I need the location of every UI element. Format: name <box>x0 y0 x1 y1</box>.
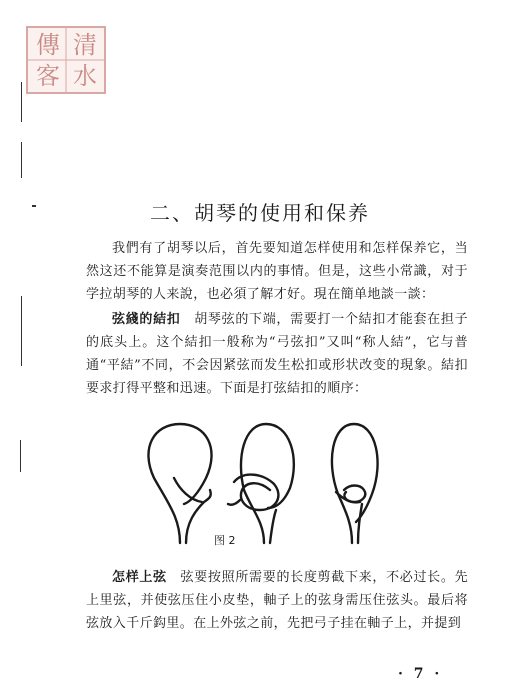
paragraph-heading: 弦綫的結扣 <box>112 312 181 327</box>
scan-edge-mark <box>32 205 36 207</box>
knot-paragraph <box>86 308 468 400</box>
paragraph-body: 弦要按照所需要的长度剪截下来，不必过长。先上里弦，并使弦压住小皮垫，軸子上的弦身需压住弦头。最后将弦放入千斤鈎里。在上外弦之前，先把弓子挂在軸子上，并提到 <box>86 570 468 631</box>
knot-diagram <box>140 418 400 550</box>
intro-paragraph: 我們有了胡琴以后，首先要知道怎样使用和怎样保养它，当然这还不能算是演奏范围以内的事情。但是，这些小常識，对于学拉胡琴的人来說，也必須了解才好。現在簡单地談一談： <box>86 241 468 302</box>
seal-char: 水 <box>73 62 97 90</box>
scan-edge-mark <box>21 82 22 122</box>
knot-step-2 <box>228 424 294 543</box>
page-number: · 7 · <box>398 666 443 682</box>
paragraph-body: 胡琴弦的下端，需要打一个結扣才能套在担子的底头上。这个結扣一般称为“弓弦扣”又叫“称人結”，它与普通“平結”不同，不会因紧弦而发生松扣或形状改变的現象。結扣要求打得平整和迅速。下面是打弦結扣的順序： <box>86 312 468 396</box>
scan-edge-mark <box>20 440 21 472</box>
seal-char: 傳 <box>36 31 60 59</box>
figure-caption: 图 2 <box>214 534 236 547</box>
stringing-paragraph <box>86 566 468 635</box>
library-seal-stamp <box>26 26 106 94</box>
seal-char: 清 <box>73 31 97 59</box>
seal-char: 客 <box>36 62 60 90</box>
knot-step-1 <box>148 424 211 543</box>
knot-step-3 <box>332 424 378 543</box>
paragraph-heading: 怎样上弦 <box>112 570 167 585</box>
scan-edge-mark <box>21 296 22 366</box>
section-title: 二、胡琴的使用和保养 <box>150 201 370 225</box>
scan-edge-mark <box>21 142 22 178</box>
